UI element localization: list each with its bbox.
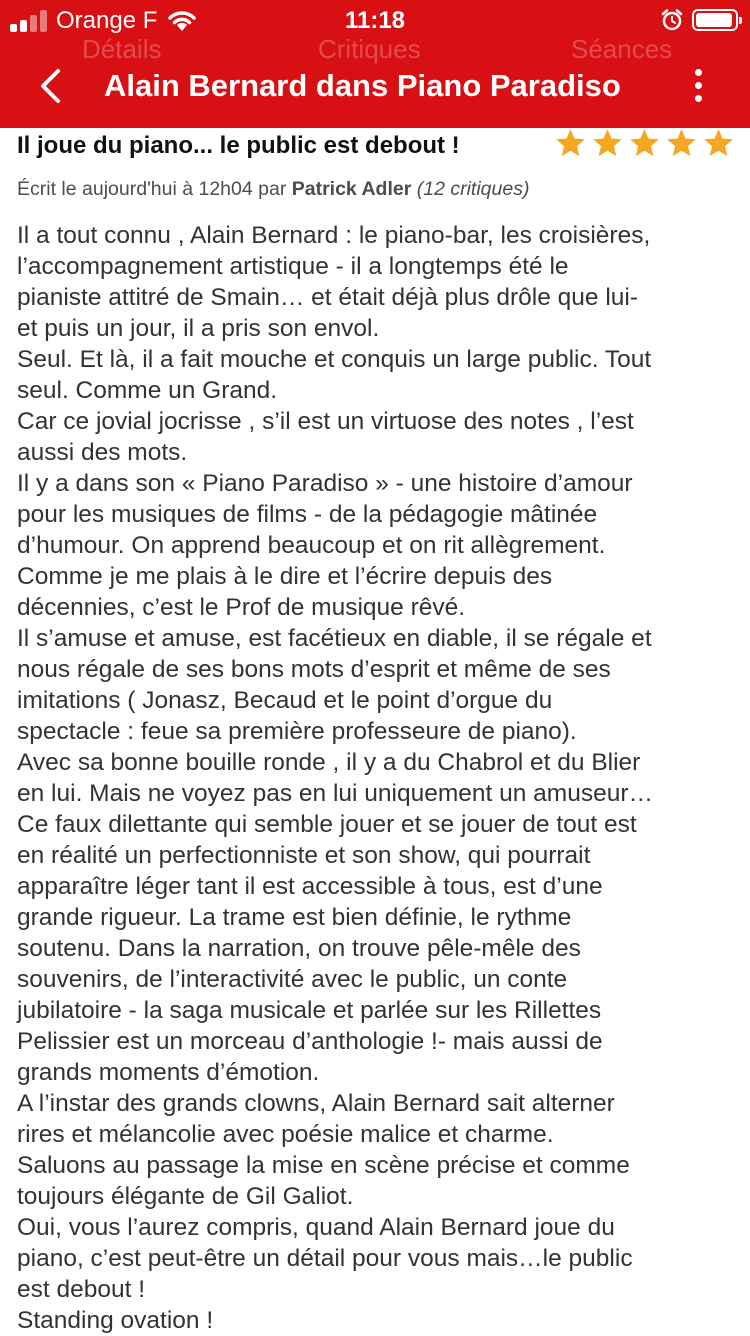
back-chevron-icon[interactable]: [36, 68, 66, 104]
review-line: pour les musiques de films - de la pédagogie mâtinée: [17, 501, 598, 528]
review-line: Comme je me plais à le dire et l’écrire depuis des: [17, 563, 553, 590]
review-line: seul. Comme un Grand.: [17, 377, 278, 404]
rating-stars: [554, 127, 735, 160]
review-line: Il s’amuse et amuse, est facétieux en diable, il se régale et: [17, 625, 652, 652]
review-line: Seul. Et là, il a fait mouche et conquis un large public. Tout: [17, 346, 652, 373]
review-line: Standing ovation !: [17, 1307, 214, 1334]
author-name[interactable]: Patrick Adler: [291, 178, 412, 200]
review-line: grands moments d’émotion.: [17, 1059, 320, 1086]
review-line: en réalité un perfectionniste et son show, qui pourrait: [17, 842, 591, 869]
review-line: en lui. Mais ne voyez pas en lui uniquement un amuseur…: [17, 780, 653, 807]
review-line: nous régale de ses bons mots d’esprit et même de ses: [17, 656, 611, 683]
review-line: souvenirs, de l’interactivité avec le public, un conte: [17, 966, 568, 993]
star-icon: [665, 127, 698, 160]
battery-icon: [692, 9, 738, 31]
review-line: Il y a dans son « Piano Paradiso » - une histoire d’amour: [17, 470, 633, 497]
review-meta: [17, 178, 529, 201]
tab-critiques[interactable]: Critiques: [318, 34, 421, 64]
tab-details[interactable]: Détails: [82, 34, 162, 64]
review-date: Écrit le aujourd'hui à 12h04 par: [17, 178, 292, 200]
review-line: est debout !: [17, 1276, 146, 1303]
review-line: Oui, vous l’aurez compris, quand Alain Bernard joue du: [17, 1214, 615, 1241]
app-header: [0, 0, 750, 128]
review-line: l’accompagnement artistique - il a longtemps été le: [17, 253, 569, 280]
star-icon: [628, 127, 661, 160]
page-title: Alain Bernard dans Piano Paradiso: [104, 68, 621, 103]
review-line: jubilatoire - la saga musicale et parlée sur les Rillettes: [17, 997, 602, 1024]
review-line: piano, c’est peut-être un détail pour vous mais…le public: [17, 1245, 633, 1272]
review-line: soutenu. Dans la narration, on trouve pêle-mêle des: [17, 935, 581, 962]
review-line: rires et mélancolie avec poésie malice et charme.: [17, 1121, 554, 1148]
review-line: A l’instar des grands clowns, Alain Bernard sait alterner: [17, 1090, 615, 1117]
review-line: toujours élégante de Gil Galiot.: [17, 1183, 354, 1210]
critiques-count: (12 critiques): [416, 178, 530, 200]
review-line: aussi des mots.: [17, 439, 188, 466]
review-line: Car ce jovial jocrisse , s’il est un virtuose des notes , l’est: [17, 408, 634, 435]
review-line: Saluons au passage la mise en scène précise et comme: [17, 1152, 630, 1179]
more-options-icon[interactable]: [690, 66, 706, 106]
review-line: apparaître léger tant il est accessible à tous, est d’une: [17, 873, 603, 900]
review-line: spectacle : feue sa première professeure de piano).: [17, 718, 577, 745]
review-line: Pelissier est un morceau d’anthologie !- mais aussi de: [17, 1028, 603, 1055]
star-icon: [554, 127, 587, 160]
tab-seances[interactable]: Séances: [571, 34, 673, 64]
star-icon: [591, 127, 624, 160]
review-line: imitations ( Jonasz, Becaud et le point d’orgue du: [17, 687, 553, 714]
review-line: Avec sa bonne bouille ronde , il y a du Chabrol et du Blier: [17, 749, 641, 776]
star-icon: [702, 127, 735, 160]
review-line: Ce faux dilettante qui semble jouer et se jouer de tout est: [17, 811, 637, 838]
alarm-clock-icon: [660, 8, 684, 32]
review-line: pianiste attitré de Smain… et était déjà plus drôle que lui-: [17, 284, 639, 311]
review-body: [17, 220, 737, 1336]
carrier-label: Orange F: [56, 7, 158, 34]
review-title: Il joue du piano... le public est debout !: [17, 132, 460, 159]
review-line: Il a tout connu , Alain Bernard : le piano-bar, les croisières,: [17, 222, 651, 249]
review-line: d’humour. On apprend beaucoup et on rit allègrement.: [17, 532, 606, 559]
clock: 11:18: [344, 7, 406, 34]
navigation-bar: [0, 58, 750, 118]
review-line: grande rigueur. La trame est bien définie, le rythme: [17, 904, 572, 931]
review-line: décennies, c’est le Prof de musique rêvé.: [17, 594, 466, 621]
review-line: et puis un jour, il a pris son envol.: [17, 315, 380, 342]
